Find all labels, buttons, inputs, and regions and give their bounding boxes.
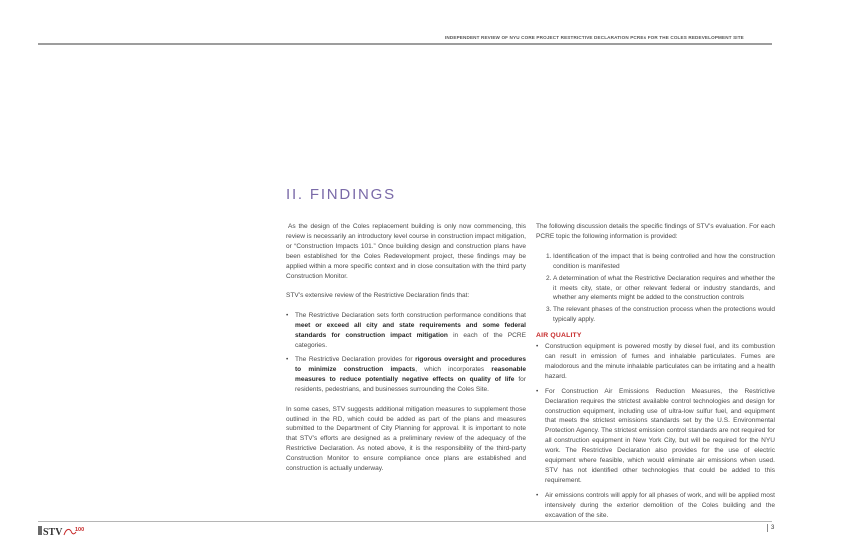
finding-item-1: • The Restrictive Declaration sets forth construction performance conditions that meet or exceed all city and state requirements and some federal standards for construction impact mitigation in each of the PCRE categories. (286, 311, 526, 351)
discussion-intro: The following discussion details the specific findings of STV’s evaluation. For each PCRE topic the following information is provided: (536, 223, 775, 240)
finding-emphasis: meet or exceed all city and state requirements and some federal standards for construction impact mitigation (295, 322, 526, 340)
left-column (286, 222, 526, 484)
numbered-item: 3. The relevant phases of the construction process when the protections would typically apply. (546, 306, 775, 324)
header-rule (38, 43, 772, 45)
air-quality-item: • Air emissions controls will apply for all phases of work, and will be applied most intensively during the exterior demolition of the Coles building and the excavation of the site. (536, 491, 775, 521)
page-number: 3 (767, 524, 774, 532)
air-quality-item: • Construction equipment is powered mostly by diesel fuel, and its combustion can result in emission of fumes and inhalable particulates. Fumes are malodorous and the minute inhalable particulates can be irritating and a health hazard. (536, 342, 775, 382)
stv-logo (38, 523, 98, 539)
air-quality-item: • For Construction Air Emissions Reduction Measures, the Restrictive Declaration requires the strictest available control technologies and design for construction equipment, including use of ultra-low sulfur fuel, and equipment that meets the strictest emissions standards set by the U.S. Environmental Protection Agency. The strictest emission control standards are not required for all construction equipment in New York City, but will be required for the NYU work. The Restrictive Declaration also provides for the use of electric equipment where feasible, which would eliminate air emissions when used. STV has not identified other technologies that could be added to this requirement. (536, 387, 775, 486)
finding-item-2: • The Restrictive Declaration provides for rigorous oversight and procedures to minimize construction impacts, which incorporates reasonable measures to reduce potentially negative effects on quality of life for residents, pedestrians, and businesses surrounding the Coles Site. (286, 355, 526, 395)
finding-emphasis: reasonable measures to reduce potentially negative effects on quality of life (295, 365, 526, 383)
logo-mark (38, 526, 42, 535)
info-numbered-list (536, 252, 775, 325)
air-quality-list (536, 342, 775, 520)
logo-text: STV (43, 527, 63, 538)
numbered-item: 2. A determination of what the Restrictive Declaration requires and whether the it meets city, state, or other relevant federal or industry standards, and whether any elements might be added to the construction controls (546, 274, 775, 302)
intro-paragraph: As the design of the Coles replacement building is only now commencing, this review is necessarily an introductory level course in construction impact mitigation, or “Construction Impacts 101.” Once building design and construction plans have been established for the Coles Redevelopment project, these findings may be applied within a more specific context and in close consultation with the third party Construction Monitor. (286, 223, 526, 280)
section-title: II. FINDINGS (286, 186, 396, 203)
findings-lead-paragraph: STV’s extensive review of the Restrictive Declaration finds that: (286, 292, 470, 300)
logo-number: 100 (75, 527, 85, 533)
numbered-item: 1. Identification of the impact that is being controlled and how the construction condition is manifested (546, 252, 775, 270)
right-column (536, 222, 775, 530)
findings-list (286, 311, 526, 394)
footer-rule (38, 521, 772, 522)
mitigation-paragraph: In some cases, STV suggests additional mitigation measures to supplement those outlined in the RD, which could be added as part of the plans and measures submitted to the Department of City Planning for approval. It is important to note that STV’s efforts are designed as a preliminary review of the adequacy of the Restrictive Declaration. As noted above, it is the responsibility of the third-party Construction Monitor to ensure compliance once plans are established and construction is actually underway. (286, 405, 526, 473)
finding-emphasis: rigorous oversight and procedures to minimize construction impacts (295, 355, 527, 373)
running-header: INDEPENDENT REVIEW OF NYU CORE PROJECT RESTRICTIVE DECLARATION PCREs FOR THE COLES REDEVELOPMENT SITE (445, 35, 744, 40)
air-quality-heading: AIR QUALITY (536, 332, 582, 340)
